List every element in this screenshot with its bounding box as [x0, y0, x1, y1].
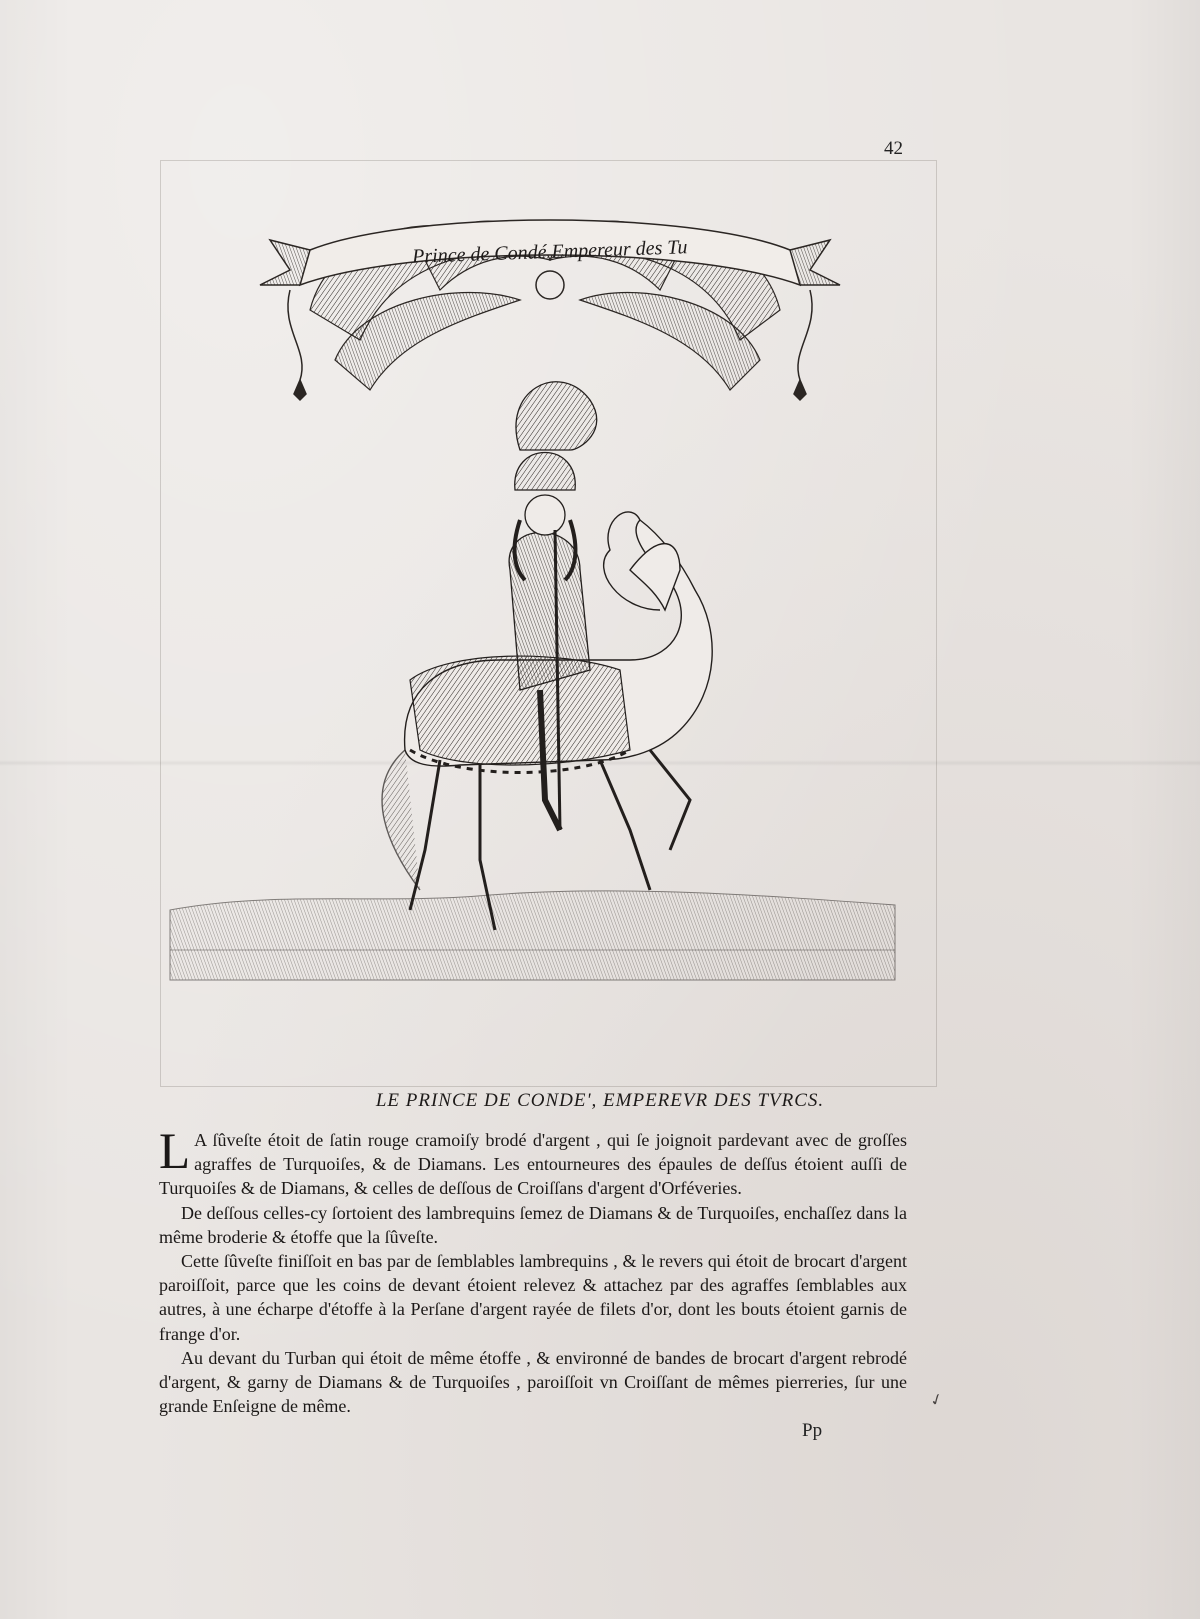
paragraph-1: [159, 1124, 907, 1201]
margin-mark: ✓: [927, 1390, 947, 1411]
body-text: [159, 1124, 907, 1418]
drop-cap: L: [159, 1124, 191, 1180]
banner-text: Prince de Condé Empereur des Tu: [411, 236, 688, 268]
paragraph-1-text: A ſûveſte étoit de ſatin rouge cramoiſy brodé d'argent , qui ſe joignoit pardevant avec de groſſes agraffes de Turquoiſes, & de Diamans. Les entourneures des épaules de deſſus étoient auſſi de Turquoiſes & de Diamans, & celles de deſſous de Croiſſans d'argent d'Orféveries.: [159, 1130, 907, 1199]
paragraph-2: De deſſous celles-cy ſortoient des lambrequins ſemez de Diamans & de Turquoiſes, enchaſſez dans la même broderie & étoffe que la ſûveſte.: [159, 1202, 907, 1247]
plate-caption: LE PRINCE DE CONDE', EMPEREVR DES TVRCS.: [375, 1090, 825, 1111]
engraving-illustration: [160, 190, 940, 1050]
paragraph-3: Cette ſûveſte finiſſoit en bas par de ſemblables lambrequins , & le revers qui étoit de brocart d'argent paroiſſoit, parce que les coins de devant étoient relevez & attachez par des agraffes ſemblables aux autres, à une écharpe d'étoffe à la Perſane d'argent rayée de filets d'or, dont les bouts étoient garnis de frange d'or.: [159, 1251, 907, 1344]
paragraph-4: Au devant du Turban qui étoit de même étoffe , & environné de bandes de brocart d'argent rebrodé d'argent, & garny de Diamans & de Turquoiſes , paroiſſoit vn Croiſſant de mêmes pierreries, ſur une grande Enſeigne de même.: [159, 1347, 907, 1417]
ground: [170, 891, 895, 980]
signature-mark: Pp: [802, 1420, 823, 1441]
page-number: 42: [884, 138, 903, 159]
